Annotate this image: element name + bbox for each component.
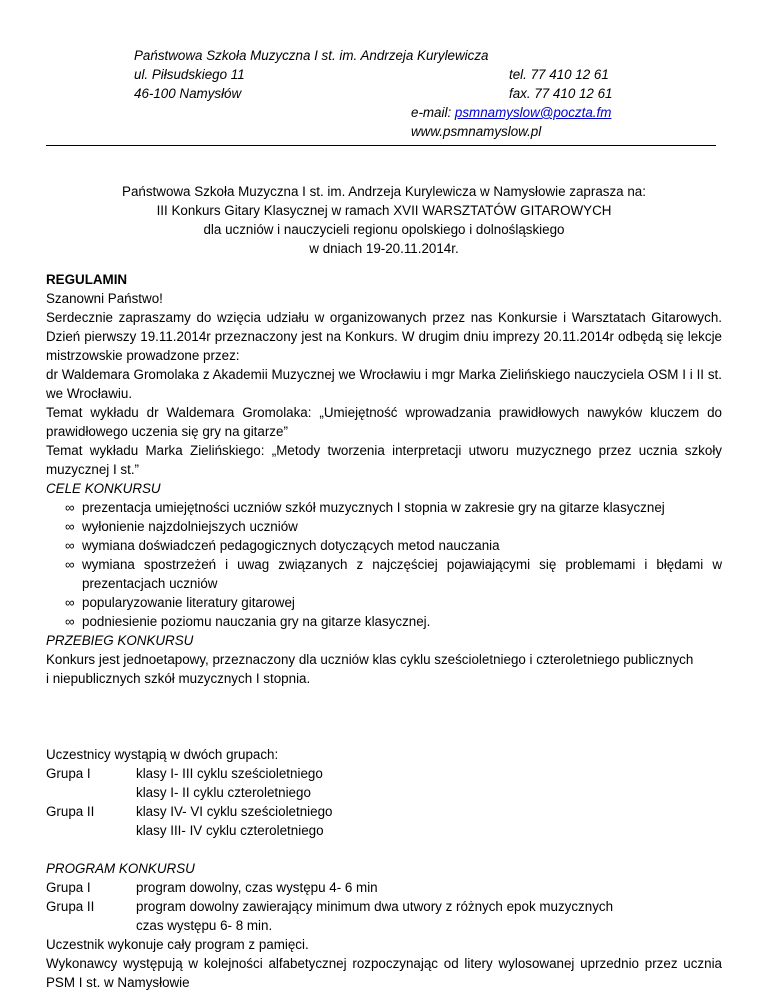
memory-rule: Uczestnik wykonuje cały program z pamięci. xyxy=(46,937,309,952)
invitation-line-2: III Konkurs Gitary Klasycznej w ramach XVII WARSZTATÓW GITAROWYCH xyxy=(156,203,612,218)
program-group-1-label: Grupa I xyxy=(46,880,91,895)
infinity-bullet-icon: ∞ xyxy=(65,519,75,534)
list-item: ∞ popularyzowanie literatury gitarowej xyxy=(65,595,295,610)
list-item: ∞ prezentacja umiejętności uczniów szkół muzycznych I stopnia w zakresie gry na gitarze klasycznej xyxy=(65,500,665,515)
infinity-bullet-icon: ∞ xyxy=(65,614,75,629)
course-line-1: Konkurs jest jednoetapowy, przeznaczony dla uczniów klas cyklu sześcioletniego i czteroletniego publicznych xyxy=(46,652,694,667)
list-item: ∞ wymiana spostrzeżeń i uwag związanych z najczęściej pojawiającymi się problemami i błędami w prezentacjach uczniów xyxy=(65,557,722,591)
email-label: e-mail: xyxy=(411,105,455,120)
letterhead-line-5 xyxy=(134,122,634,141)
invitation-line-3: dla uczniów i nauczycieli regionu opolskiego i dolnośląskiego xyxy=(203,222,565,237)
fax-number: fax. 77 410 12 61 xyxy=(509,86,613,101)
document-body xyxy=(46,270,722,992)
infinity-bullet-icon: ∞ xyxy=(65,557,75,572)
letterhead-line-4 xyxy=(134,103,634,122)
invitation xyxy=(46,182,722,258)
group-row xyxy=(46,783,722,802)
school-name: Państwowa Szkoła Muzyczna I st. im. Andrzeja Kurylewicza xyxy=(134,48,489,63)
email-link[interactable]: psmnamyslow@poczta.fm xyxy=(454,105,612,120)
infinity-bullet-icon: ∞ xyxy=(65,500,75,515)
paragraph-lecture-1: Temat wykładu dr Waldemara Gromolaka: „Umiejętność wprowadzania prawidłowych nawyków kluczem do prawidłowego uczenia się gry na gitarze” xyxy=(46,405,722,439)
list-item: ∞ wyłonienie najzdolniejszych uczniów xyxy=(65,519,298,534)
groups-intro: Uczestnicy wystąpią w dwóch grupach: xyxy=(46,747,279,762)
website: www.psmnamyslow.pl xyxy=(411,124,542,139)
order-rule: Wykonawcy występują w kolejności alfabetycznej rozpoczynając od litery wylosowanej uprzednio przez ucznia PSM I st. w Namysłowie xyxy=(46,956,722,990)
program-heading: PROGRAM KONKURSU xyxy=(46,861,195,876)
spacer xyxy=(46,840,722,859)
goals-list xyxy=(46,498,722,631)
course-line-2: i niepublicznych szkół muzycznych I stopnia. xyxy=(46,671,311,686)
goals-heading: CELE KONKURSU xyxy=(46,481,161,496)
greeting: Szanowni Państwo! xyxy=(46,291,163,306)
letterhead-line-3 xyxy=(134,84,634,103)
group-row xyxy=(46,802,722,821)
program-group-1-text: program dowolny, czas występu 4- 6 min xyxy=(136,880,378,895)
spacer xyxy=(46,688,722,745)
group-row xyxy=(46,764,722,783)
letterhead xyxy=(134,46,634,141)
phone-number: tel. 77 410 12 61 xyxy=(509,67,609,82)
program-row xyxy=(46,897,722,916)
letterhead-line-1 xyxy=(134,46,634,65)
street-address: ul. Piłsudskiego 11 xyxy=(134,67,245,82)
group-2-label: Grupa II xyxy=(46,804,95,819)
paragraph-invitation: Serdecznie zapraszamy do wzięcia udziału w organizowanych przez nas Konkursie i Warsztatach Gitarowych. Dzień pierwszy 19.11.2014r przeznaczony jest na Konkurs. W drugim dniu imprezy 20.11.2014r odbędą się lekcje mistrzowskie prowadzone przez: xyxy=(46,310,722,363)
program-group-2-label: Grupa II xyxy=(46,899,95,914)
group-1-classes-b: klasy I- II cyklu czteroletniego xyxy=(136,785,311,800)
program-group-2-text: program dowolny zawierający minimum dwa utwory z różnych epok muzycznych xyxy=(136,899,614,914)
course-heading: PRZEBIEG KONKURSU xyxy=(46,633,194,648)
program-row xyxy=(46,916,722,935)
program-group-2-time: czas występu 6- 8 min. xyxy=(136,918,273,933)
group-1-label: Grupa I xyxy=(46,766,91,781)
regulamin-heading: REGULAMIN xyxy=(46,272,128,287)
letterhead-line-2 xyxy=(134,65,634,84)
program-row xyxy=(46,878,722,897)
paragraph-lecture-2: Temat wykładu Marka Zielińskiego: „Metody tworzenia interpretacji utworu muzycznego przez ucznia szkoły muzycznej I st.” xyxy=(46,443,722,477)
invitation-line-1: Państwowa Szkoła Muzyczna I st. im. Andrzeja Kurylewicza w Namysłowie zaprasza na: xyxy=(122,184,646,199)
list-item: ∞ wymiana doświadczeń pedagogicznych dotyczących metod nauczania xyxy=(65,538,500,553)
city-postal: 46-100 Namysłów xyxy=(134,86,242,101)
group-1-classes-a: klasy I- III cyklu sześcioletniego xyxy=(136,766,323,781)
invitation-line-4: w dniach 19-20.11.2014r. xyxy=(309,241,459,256)
group-2-classes-b: klasy III- IV cyklu czteroletniego xyxy=(136,823,324,838)
infinity-bullet-icon: ∞ xyxy=(65,595,75,610)
group-row xyxy=(46,821,722,840)
header-divider xyxy=(46,145,716,146)
list-item: ∞ podniesienie poziomu nauczania gry na gitarze klasycznej. xyxy=(65,614,431,629)
group-2-classes-a: klasy IV- VI cyklu sześcioletniego xyxy=(136,804,333,819)
infinity-bullet-icon: ∞ xyxy=(65,538,75,553)
paragraph-teachers: dr Waldemara Gromolaka z Akademii Muzycznej we Wrocławiu i mgr Marka Zielińskiego nauczyciela OSM I i II st. we Wrocławiu. xyxy=(46,367,722,401)
